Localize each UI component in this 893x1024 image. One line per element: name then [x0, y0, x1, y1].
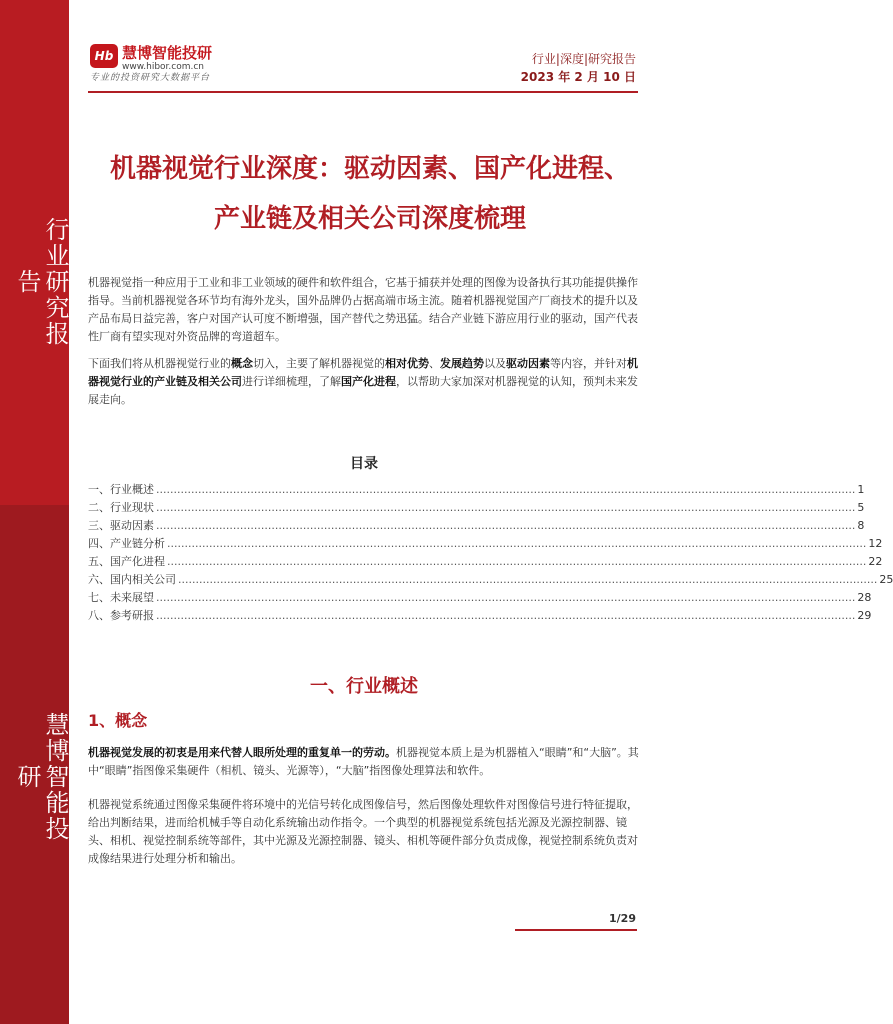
toc-leader-dots: ........................................................................................................................................................................................................	[156, 609, 856, 622]
toc-item-label: 七、未来展望	[88, 591, 154, 604]
toc-leader-dots: ........................................................................................................................................................................................................	[156, 483, 856, 496]
sidebar-report-type-text: 行业研究报告	[13, 217, 69, 347]
title-line-2: 产业链及相关公司深度梳理	[213, 204, 526, 234]
toc-item-page: 29	[857, 609, 872, 622]
toc-item-label: 八、参考研报	[88, 609, 154, 622]
p2-text: 下面我们将从机器视觉行业的	[88, 357, 231, 370]
sidebar-brand-text: 慧博智能投研	[13, 712, 69, 842]
toc-item-page: 1	[857, 483, 865, 496]
toc-item-label: 四、产业链分析	[88, 537, 165, 550]
toc-leader-dots: ........................................................................................................................................................................................................	[156, 519, 856, 532]
toc-item-page: 28	[857, 591, 872, 604]
logo-slogan: 专业的投资研究大数据平台	[90, 73, 211, 83]
report-title	[80, 144, 660, 244]
sub-heading: 1、概念	[88, 711, 148, 730]
toc-item[interactable]	[88, 571, 893, 589]
toc-item-label: 一、行业概述	[88, 483, 154, 496]
p2-text: 、	[429, 357, 440, 370]
toc-item-page: 25	[879, 573, 893, 586]
left-sidebar	[0, 0, 69, 1024]
toc-title: 目录	[350, 456, 378, 472]
p2-text: ，以帮助大家加深对机器视觉的认知，预判未来发展走向。	[88, 375, 638, 406]
logo-url: www.hibor.com.cn	[122, 62, 205, 72]
report-date: 2023 年 2 月 10 日	[520, 70, 636, 84]
toc-leader-dots: ........................................................................................................................................................................................................	[178, 573, 878, 586]
report-tags: 行业|深度|研究报告	[531, 52, 636, 66]
concept-bold-lead: 机器视觉发展的初衷是用来代替人眼所处理的重复单一的劳动。	[88, 746, 396, 759]
brand-logo	[90, 44, 270, 84]
toc-item[interactable]	[88, 589, 872, 607]
p2-bold-chain: 机器视觉行业的产业链及相关公司	[88, 357, 638, 388]
toc-item[interactable]	[88, 517, 865, 535]
logo-name: 慧博智能投研	[122, 44, 213, 62]
intro-paragraph-1: 机器视觉指一种应用于工业和非工业领域的硬件和软件组合，它基于捕获并处理的图像为设备执行其功能提供操作指导。当前机器视觉各环节均有海外龙头，国外品牌仍占据高端市场主流。随着机器视觉国产厂商技术的提升以及产品布局日益完善，客户对国产认可度不断增强，国产替代之势迅猛。结合产业链下游应用行业的驱动，国产代表性厂商有望实现对外资品牌的弯道超车。	[88, 276, 638, 343]
intro-paragraph-2	[88, 355, 640, 409]
toc-leader-dots: ........................................................................................................................................................................................................	[167, 537, 867, 550]
concept-text: 机器视觉本质上是为机器植入“眼睛”和“大脑”。其中“眼睛”指图像采集硬件（相机、镜头、光源等），“大脑”指图像处理算法和软件。	[88, 746, 639, 777]
toc-leader-dots: ........................................................................................................................................................................................................	[156, 591, 856, 604]
footer-divider	[515, 929, 637, 931]
concept-paragraph-2: 机器视觉系统通过图像采集硬件将环境中的光信号转化成图像信号，然后图像处理软件对图像信号进行特征提取，给出判断结果，进而给机械手等自动化系统输出动作指令。一个典型的机器视觉系统包括光源及光源控制器、镜头、相机、视觉控制系统等部件，其中光源及光源控制器、镜头、相机等硬件部分负责成像，视觉控制系统负责对成像结果进行处理分析和输出。	[88, 798, 638, 865]
toc-item-page: 8	[857, 519, 865, 532]
toc-item[interactable]	[88, 499, 865, 517]
title-line-1: 机器视觉行业深度：驱动因素、国产化进程、	[109, 154, 630, 184]
toc-item[interactable]	[88, 535, 883, 553]
toc-item-label: 二、行业现状	[88, 501, 154, 514]
p2-bold-advantage: 相对优势	[385, 357, 429, 370]
p2-bold-concept: 概念	[231, 357, 253, 370]
p2-bold-trend: 发展趋势	[440, 357, 484, 370]
toc-item-page: 12	[868, 537, 883, 550]
toc-leader-dots: ........................................................................................................................................................................................................	[156, 501, 856, 514]
toc-item[interactable]	[88, 553, 883, 571]
concept-paragraph-1	[88, 744, 640, 780]
p2-text: 切入，主要了解机器视觉的	[253, 357, 385, 370]
section-heading: 一、行业概述	[310, 676, 418, 697]
p2-text: 进行详细梳理，了解	[242, 375, 341, 388]
table-of-contents	[88, 481, 893, 625]
toc-item[interactable]	[88, 607, 872, 625]
p2-bold-drivers: 驱动因素	[506, 357, 550, 370]
toc-item-label: 五、国产化进程	[88, 555, 165, 568]
p2-bold-localization: 国产化进程	[341, 375, 396, 388]
header-divider	[88, 91, 638, 93]
toc-item-label: 三、驱动因素	[88, 519, 154, 532]
p2-text: 以及	[484, 357, 506, 370]
toc-item-label: 六、国内相关公司	[88, 573, 176, 586]
page-number: 1/29	[609, 912, 636, 925]
p2-text: 等内容，并针对	[550, 357, 627, 370]
toc-item[interactable]	[88, 481, 865, 499]
toc-item-page: 22	[868, 555, 883, 568]
toc-item-page: 5	[857, 501, 865, 514]
toc-leader-dots: ........................................................................................................................................................................................................	[167, 555, 867, 568]
logo-badge-icon: Hb	[90, 44, 118, 68]
